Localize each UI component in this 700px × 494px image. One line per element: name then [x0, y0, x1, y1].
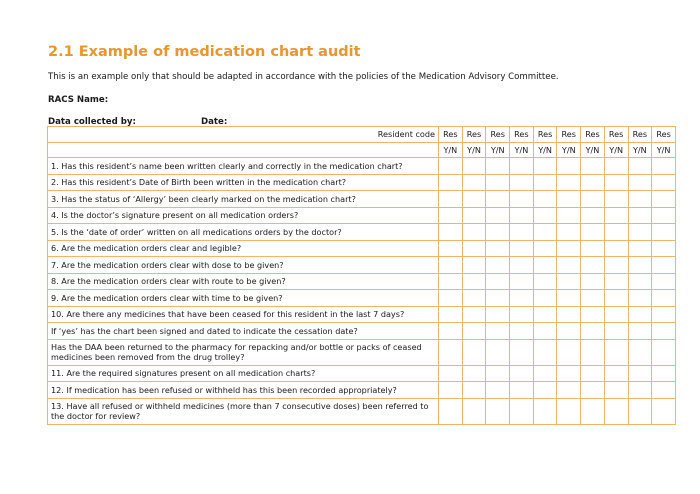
answer-cell[interactable] — [557, 365, 581, 382]
answer-cell[interactable] — [510, 365, 534, 382]
res-header: Res — [652, 127, 676, 143]
answer-cell[interactable] — [652, 158, 676, 175]
answer-cell[interactable] — [604, 158, 628, 175]
answer-cell[interactable] — [462, 158, 486, 175]
table-row — [48, 207, 676, 224]
answer-cell[interactable] — [510, 323, 534, 340]
answer-cell[interactable] — [604, 339, 628, 365]
table-row — [48, 398, 676, 424]
answer-cell[interactable] — [581, 323, 605, 340]
answer-cell[interactable] — [557, 323, 581, 340]
answer-cell[interactable] — [486, 224, 510, 241]
answer-cell[interactable] — [439, 273, 463, 290]
answer-cell[interactable] — [486, 174, 510, 191]
answer-cell[interactable] — [557, 224, 581, 241]
answer-cell[interactable] — [439, 174, 463, 191]
question-text: 10. Are there any medicines that have been ceased for this resident in the last 7 days? — [48, 306, 439, 323]
answer-cell[interactable] — [533, 207, 557, 224]
answer-cell[interactable] — [557, 240, 581, 257]
res-header: Res — [628, 127, 652, 143]
answer-cell[interactable] — [510, 191, 534, 208]
answer-cell[interactable] — [486, 273, 510, 290]
answer-cell[interactable] — [439, 306, 463, 323]
answer-cell[interactable] — [604, 382, 628, 399]
answer-cell[interactable] — [628, 290, 652, 307]
answer-cell[interactable] — [557, 273, 581, 290]
answer-cell[interactable] — [533, 290, 557, 307]
yn-header: Y/N — [510, 142, 534, 158]
answer-cell[interactable] — [581, 382, 605, 399]
answer-cell[interactable] — [581, 174, 605, 191]
table-row — [48, 290, 676, 307]
question-text: 11. Are the required signatures present on all medication charts? — [48, 365, 439, 382]
question-text: 6. Are the medication orders clear and legible? — [48, 240, 439, 257]
question-text: 5. Is the ‘date of order’ written on all medications orders by the doctor? — [48, 224, 439, 241]
table-row — [48, 306, 676, 323]
answer-cell[interactable] — [510, 224, 534, 241]
table-row — [48, 365, 676, 382]
answer-cell[interactable] — [486, 323, 510, 340]
intro-text: This is an example only that should be adapted in accordance with the policies of the Medication Advisory Committee. — [48, 72, 559, 82]
answer-cell[interactable] — [581, 191, 605, 208]
answer-cell[interactable] — [652, 207, 676, 224]
answer-cell[interactable] — [462, 174, 486, 191]
answer-cell[interactable] — [510, 273, 534, 290]
answer-cell[interactable] — [652, 273, 676, 290]
answer-cell[interactable] — [557, 191, 581, 208]
answer-cell[interactable] — [486, 257, 510, 274]
answer-cell[interactable] — [628, 191, 652, 208]
answer-cell[interactable] — [581, 273, 605, 290]
yn-header: Y/N — [604, 142, 628, 158]
question-rows — [48, 158, 676, 425]
answer-cell[interactable] — [557, 339, 581, 365]
answer-cell[interactable] — [486, 365, 510, 382]
answer-cell[interactable] — [462, 382, 486, 399]
res-header: Res — [604, 127, 628, 143]
answer-cell[interactable] — [557, 398, 581, 424]
answer-cell[interactable] — [533, 365, 557, 382]
answer-cell[interactable] — [439, 207, 463, 224]
question-text: 12. If medication has been refused or withheld has this been recorded appropriately? — [48, 382, 439, 399]
answer-cell[interactable] — [462, 365, 486, 382]
yn-header: Y/N — [628, 142, 652, 158]
answer-cell[interactable] — [533, 158, 557, 175]
answer-cell[interactable] — [510, 290, 534, 307]
question-text: If ‘yes’ has the chart been signed and dated to indicate the cessation date? — [48, 323, 439, 340]
answer-cell[interactable] — [628, 365, 652, 382]
answer-cell[interactable] — [510, 174, 534, 191]
answer-cell[interactable] — [604, 174, 628, 191]
table-row — [48, 339, 676, 365]
answer-cell[interactable] — [462, 224, 486, 241]
answer-cell[interactable] — [581, 290, 605, 307]
answer-cell[interactable] — [510, 158, 534, 175]
answer-cell[interactable] — [581, 339, 605, 365]
answer-cell[interactable] — [439, 158, 463, 175]
blank-cell — [48, 142, 439, 158]
answer-cell[interactable] — [533, 306, 557, 323]
answer-cell[interactable] — [533, 382, 557, 399]
answer-cell[interactable] — [533, 273, 557, 290]
racs-name-label: RACS Name: — [48, 95, 109, 105]
res-header: Res — [533, 127, 557, 143]
question-text: 1. Has this resident’s name been written clearly and correctly in the medication chart? — [48, 158, 439, 175]
answer-cell[interactable] — [604, 290, 628, 307]
answer-cell[interactable] — [533, 224, 557, 241]
answer-cell[interactable] — [439, 365, 463, 382]
answer-cell[interactable] — [628, 240, 652, 257]
audit-table — [47, 126, 676, 425]
answer-cell[interactable] — [628, 306, 652, 323]
answer-cell[interactable] — [510, 339, 534, 365]
answer-cell[interactable] — [581, 365, 605, 382]
resident-code-label: Resident code — [48, 127, 439, 143]
answer-cell[interactable] — [628, 339, 652, 365]
page-title: 2.1 Example of medication chart audit — [48, 44, 361, 60]
answer-cell[interactable] — [652, 398, 676, 424]
answer-cell[interactable] — [628, 398, 652, 424]
answer-cell[interactable] — [604, 191, 628, 208]
answer-cell[interactable] — [557, 306, 581, 323]
yn-header: Y/N — [486, 142, 510, 158]
table-row — [48, 191, 676, 208]
table-row — [48, 257, 676, 274]
question-text: 7. Are the medication orders clear with dose to be given? — [48, 257, 439, 274]
answer-cell[interactable] — [557, 174, 581, 191]
answer-cell[interactable] — [462, 306, 486, 323]
res-header: Res — [486, 127, 510, 143]
yn-header: Y/N — [581, 142, 605, 158]
table-row — [48, 224, 676, 241]
answer-cell[interactable] — [628, 382, 652, 399]
answer-cell[interactable] — [557, 158, 581, 175]
question-text: 3. Has the status of ‘Allergy’ been clearly marked on the medication chart? — [48, 191, 439, 208]
answer-cell[interactable] — [652, 339, 676, 365]
answer-cell[interactable] — [557, 257, 581, 274]
answer-cell[interactable] — [628, 323, 652, 340]
answer-cell[interactable] — [581, 306, 605, 323]
answer-cell[interactable] — [486, 191, 510, 208]
answer-cell[interactable] — [604, 323, 628, 340]
answer-cell[interactable] — [486, 306, 510, 323]
answer-cell[interactable] — [652, 174, 676, 191]
answer-cell[interactable] — [462, 290, 486, 307]
res-header: Res — [510, 127, 534, 143]
answer-cell[interactable] — [462, 240, 486, 257]
answer-cell[interactable] — [486, 290, 510, 307]
table-row — [48, 323, 676, 340]
answer-cell[interactable] — [462, 339, 486, 365]
answer-cell[interactable] — [486, 382, 510, 399]
answer-cell[interactable] — [462, 273, 486, 290]
answer-cell[interactable] — [439, 398, 463, 424]
question-text: 9. Are the medication orders clear with time to be given? — [48, 290, 439, 307]
answer-cell[interactable] — [533, 339, 557, 365]
answer-cell[interactable] — [652, 290, 676, 307]
answer-cell[interactable] — [439, 224, 463, 241]
table-row — [48, 158, 676, 175]
res-header: Res — [462, 127, 486, 143]
data-collected-by-label: Data collected by: — [48, 117, 136, 127]
table-row — [48, 174, 676, 191]
answer-cell[interactable] — [533, 323, 557, 340]
answer-cell[interactable] — [510, 240, 534, 257]
answer-cell[interactable] — [628, 158, 652, 175]
answer-cell[interactable] — [462, 323, 486, 340]
answer-cell[interactable] — [652, 306, 676, 323]
question-text: 2. Has this resident’s Date of Birth been written in the medication chart? — [48, 174, 439, 191]
answer-cell[interactable] — [604, 398, 628, 424]
answer-cell[interactable] — [533, 398, 557, 424]
answer-cell[interactable] — [604, 365, 628, 382]
answer-cell[interactable] — [628, 224, 652, 241]
answer-cell[interactable] — [533, 257, 557, 274]
yn-header: Y/N — [439, 142, 463, 158]
answer-cell[interactable] — [462, 257, 486, 274]
answer-cell[interactable] — [652, 323, 676, 340]
answer-cell[interactable] — [439, 339, 463, 365]
question-text: Has the DAA been returned to the pharmacy for repacking and/or bottle or packs of ceased medicines been removed from the drug trolley? — [48, 339, 439, 365]
yn-header-row — [48, 142, 676, 158]
table-row — [48, 382, 676, 399]
answer-cell[interactable] — [604, 224, 628, 241]
answer-cell[interactable] — [486, 398, 510, 424]
answer-cell[interactable] — [628, 273, 652, 290]
answer-cell[interactable] — [439, 191, 463, 208]
answer-cell[interactable] — [533, 174, 557, 191]
res-header: Res — [439, 127, 463, 143]
answer-cell[interactable] — [557, 290, 581, 307]
answer-cell[interactable] — [439, 323, 463, 340]
table-row — [48, 273, 676, 290]
answer-cell[interactable] — [604, 207, 628, 224]
question-text: 13. Have all refused or withheld medicines (more than 7 consecutive doses) been referred to the doctor for review? — [48, 398, 439, 424]
answer-cell[interactable] — [652, 365, 676, 382]
date-label: Date: — [201, 117, 228, 127]
res-header: Res — [581, 127, 605, 143]
yn-header: Y/N — [557, 142, 581, 158]
answer-cell[interactable] — [652, 224, 676, 241]
answer-cell[interactable] — [604, 306, 628, 323]
answer-cell[interactable] — [439, 257, 463, 274]
answer-cell[interactable] — [628, 174, 652, 191]
answer-cell[interactable] — [652, 191, 676, 208]
answer-cell[interactable] — [510, 306, 534, 323]
answer-cell[interactable] — [462, 191, 486, 208]
answer-cell[interactable] — [652, 382, 676, 399]
answer-cell[interactable] — [462, 398, 486, 424]
yn-header: Y/N — [652, 142, 676, 158]
answer-cell[interactable] — [486, 240, 510, 257]
answer-cell[interactable] — [510, 207, 534, 224]
answer-cell[interactable] — [557, 382, 581, 399]
answer-cell[interactable] — [439, 382, 463, 399]
answer-cell[interactable] — [510, 382, 534, 399]
question-text: 4. Is the doctor’s signature present on all medication orders? — [48, 207, 439, 224]
answer-cell[interactable] — [581, 224, 605, 241]
yn-header: Y/N — [462, 142, 486, 158]
answer-cell[interactable] — [628, 257, 652, 274]
answer-cell[interactable] — [533, 240, 557, 257]
answer-cell[interactable] — [462, 207, 486, 224]
yn-header: Y/N — [533, 142, 557, 158]
question-text: 8. Are the medication orders clear with route to be given? — [48, 273, 439, 290]
answer-cell[interactable] — [604, 240, 628, 257]
answer-cell[interactable] — [604, 257, 628, 274]
answer-cell[interactable] — [439, 240, 463, 257]
table-row — [48, 240, 676, 257]
answer-cell[interactable] — [581, 207, 605, 224]
answer-cell[interactable] — [510, 398, 534, 424]
answer-cell[interactable] — [510, 257, 534, 274]
answer-cell[interactable] — [628, 207, 652, 224]
answer-cell[interactable] — [557, 207, 581, 224]
res-header: Res — [557, 127, 581, 143]
answer-cell[interactable] — [533, 191, 557, 208]
answer-cell[interactable] — [486, 158, 510, 175]
answer-cell[interactable] — [652, 257, 676, 274]
answer-cell[interactable] — [486, 207, 510, 224]
answer-cell[interactable] — [439, 290, 463, 307]
answer-cell[interactable] — [581, 398, 605, 424]
resident-code-row — [48, 127, 676, 143]
answer-cell[interactable] — [604, 273, 628, 290]
answer-cell[interactable] — [652, 240, 676, 257]
answer-cell[interactable] — [486, 339, 510, 365]
answer-cell[interactable] — [581, 158, 605, 175]
answer-cell[interactable] — [581, 257, 605, 274]
answer-cell[interactable] — [581, 240, 605, 257]
